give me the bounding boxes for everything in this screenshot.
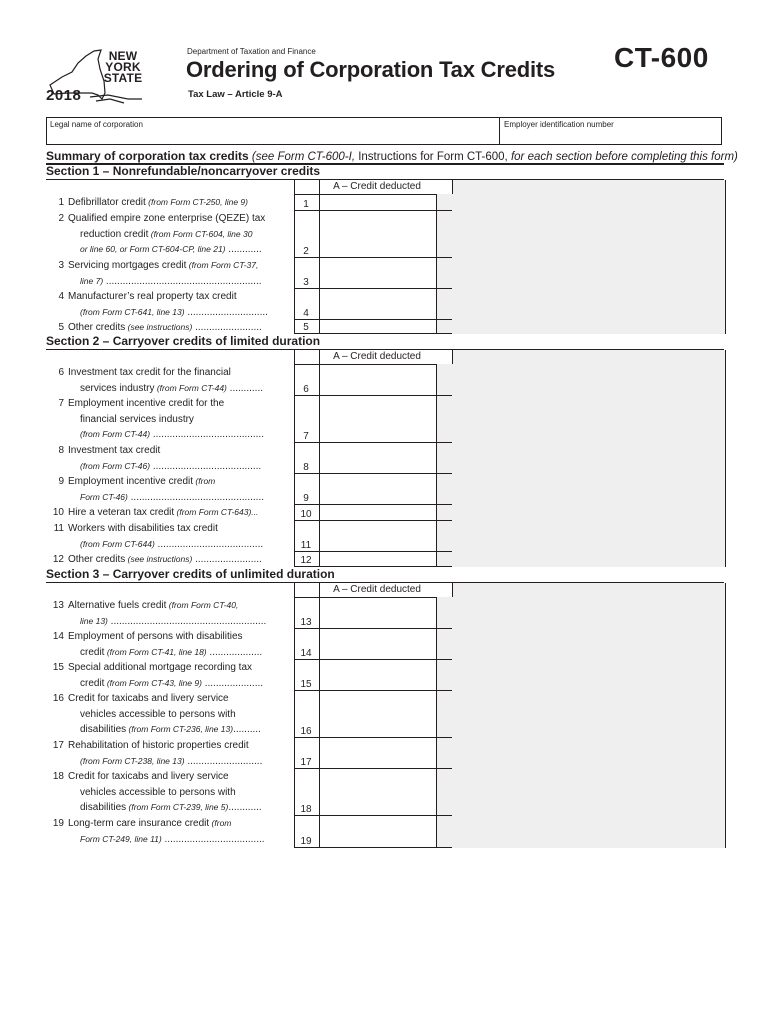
line-description: 11 Workers with disabilities tax credit (from Form CT-644) ...................................... bbox=[53, 523, 264, 550]
tax-law-reference: Tax Law – Article 9-A bbox=[188, 89, 283, 100]
credit-deducted-input-line-7[interactable] bbox=[318, 396, 436, 443]
credit-deducted-input-line-11[interactable] bbox=[318, 521, 436, 552]
shaded-column bbox=[452, 583, 726, 848]
section-title: Section 2 – Carryover credits of limited duration bbox=[46, 334, 321, 348]
column-a-header: A – Credit deducted bbox=[333, 351, 421, 362]
line-description: 17 Rehabilitation of historic properties credit (from Form CT-238, line 13) ........................... bbox=[52, 740, 263, 767]
shaded-column bbox=[452, 350, 726, 567]
identification-box bbox=[46, 117, 722, 145]
line-box-number: 6 bbox=[303, 384, 309, 395]
line-description: 4 Manufacturer’s real property tax credit (from Form CT-641, line 13) ............................. bbox=[58, 291, 268, 318]
ein-field[interactable] bbox=[504, 120, 614, 129]
line-2 bbox=[46, 211, 452, 258]
credit-deducted-input-line-4[interactable] bbox=[318, 289, 436, 320]
shaded-column bbox=[452, 180, 726, 334]
line-14 bbox=[46, 629, 452, 660]
line-description: 2 Qualified empire zone enterprise (QEZE) tax reduction credit (from Form CT-604, line 30 or line 60, or Form CT-604-CP, line 21) ............ bbox=[58, 213, 266, 255]
column-a-header: A – Credit deducted bbox=[333, 584, 421, 595]
logo-wordmark: NEW YORK STATE bbox=[103, 49, 143, 85]
line-description: 3 Servicing mortgages credit (from Form CT-37, line 7) ........................................................ bbox=[58, 260, 262, 287]
line-description: 7 Employment incentive credit for the financial services industry (from Form CT-44) ........................................ bbox=[58, 398, 264, 440]
credit-deducted-input-line-5[interactable] bbox=[318, 320, 436, 334]
line-description: 12 Other credits (see instructions) ........................ bbox=[52, 554, 262, 565]
line-19 bbox=[46, 816, 452, 848]
line-18 bbox=[46, 769, 452, 816]
credit-deducted-input-line-8[interactable] bbox=[318, 443, 436, 474]
line-box-number: 18 bbox=[300, 804, 312, 815]
line-box-number: 11 bbox=[300, 540, 312, 551]
line-7 bbox=[46, 396, 452, 443]
line-description: 16 Credit for taxicabs and livery service vehicles accessible to persons with disabilities (from Form CT-236, line 13).......... bbox=[52, 693, 261, 735]
legal-name-field[interactable] bbox=[50, 120, 143, 129]
credit-deducted-input-line-3[interactable] bbox=[318, 258, 436, 289]
line-box-number: 15 bbox=[300, 679, 312, 690]
line-10 bbox=[46, 505, 452, 521]
line-box-number: 19 bbox=[300, 836, 312, 847]
line-6 bbox=[46, 365, 452, 396]
line-box-number: 7 bbox=[303, 431, 309, 442]
credit-deducted-input-line-1[interactable] bbox=[318, 195, 436, 211]
credit-deducted-input-line-16[interactable] bbox=[318, 691, 436, 738]
line-description: 5 Other credits (see instructions) ........................ bbox=[58, 322, 262, 333]
form-title: Ordering of Corporation Tax Credits bbox=[186, 57, 556, 82]
line-box-number: 10 bbox=[300, 509, 312, 520]
line-box-number: 16 bbox=[300, 726, 312, 737]
line-description: 9 Employment incentive credit (from Form CT-46) ................................................ bbox=[58, 476, 264, 503]
credit-deducted-input-line-17[interactable] bbox=[318, 738, 436, 769]
line-5 bbox=[46, 320, 452, 334]
credit-deducted-input-line-14[interactable] bbox=[318, 629, 436, 660]
line-description: 15 Special additional mortgage recording tax credit (from Form CT-43, line 9) ..................... bbox=[52, 662, 264, 689]
line-box-number: 3 bbox=[303, 277, 309, 288]
line-box-number: 5 bbox=[303, 322, 309, 333]
form-year: 2018 bbox=[46, 87, 82, 104]
line-description: 13 Alternative fuels credit (from Form CT-40, line 13) ........................................................ bbox=[52, 600, 267, 627]
line-box-number: 14 bbox=[300, 648, 312, 659]
line-box-number: 9 bbox=[303, 493, 309, 504]
line-description: 8 Investment tax credit (from Form CT-46) ....................................... bbox=[58, 445, 262, 472]
credit-deducted-input-line-6[interactable] bbox=[318, 365, 436, 396]
line-13 bbox=[46, 598, 452, 629]
line-box-number: 2 bbox=[303, 246, 309, 257]
credit-deducted-input-line-18[interactable] bbox=[318, 769, 436, 816]
line-3 bbox=[46, 258, 452, 289]
line-description: 10 Hire a veteran tax credit (from Form CT-643)... bbox=[52, 507, 259, 518]
credit-deducted-input-line-12[interactable] bbox=[318, 552, 436, 567]
credit-deducted-input-line-19[interactable] bbox=[318, 816, 436, 848]
line-4 bbox=[46, 289, 452, 320]
ein-label: Employer identification number bbox=[504, 120, 614, 129]
section-title: Section 3 – Carryover credits of unlimited duration bbox=[46, 567, 335, 581]
line-description: 14 Employment of persons with disabilities credit (from Form CT-41, line 18) ................... bbox=[52, 631, 263, 658]
line-17 bbox=[46, 738, 452, 769]
line-box-number: 13 bbox=[300, 617, 312, 628]
line-box-number: 1 bbox=[303, 199, 309, 210]
section-title: Section 1 – Nonrefundable/noncarryover credits bbox=[46, 164, 321, 178]
line-box-number: 8 bbox=[303, 462, 309, 473]
line-12 bbox=[46, 552, 452, 567]
credit-deducted-input-line-13[interactable] bbox=[318, 598, 436, 629]
credit-deducted-input-line-10[interactable] bbox=[318, 505, 436, 521]
department-name: Department of Taxation and Finance bbox=[187, 47, 316, 56]
credit-deducted-input-line-2[interactable] bbox=[318, 211, 436, 258]
summary-heading: Summary of corporation tax credits (see Form CT-600-I, Instructions for Form CT-600, for each section before completing this form) bbox=[46, 149, 738, 163]
line-box-number: 17 bbox=[300, 757, 312, 768]
line-11 bbox=[46, 521, 452, 552]
credit-deducted-input-line-15[interactable] bbox=[318, 660, 436, 691]
line-16 bbox=[46, 691, 452, 738]
credit-deducted-input-line-9[interactable] bbox=[318, 474, 436, 505]
line-box-number: 12 bbox=[300, 555, 312, 566]
column-a-header: A – Credit deducted bbox=[333, 181, 421, 192]
legal-name-label: Legal name of corporation bbox=[50, 120, 143, 129]
line-8 bbox=[46, 443, 452, 474]
line-15 bbox=[46, 660, 452, 691]
line-description: 6 Investment tax credit for the financial services industry (from Form CT-44) ............ bbox=[58, 367, 264, 394]
line-9 bbox=[46, 474, 452, 505]
line-description: 18 Credit for taxicabs and livery service vehicles accessible to persons with disabilities (from Form CT-239, line 5)............ bbox=[52, 771, 262, 813]
line-description: 19 Long-term care insurance credit (from Form CT-249, line 11) .................................... bbox=[52, 818, 265, 845]
form-number: CT-600 bbox=[614, 42, 709, 73]
line-box-number: 4 bbox=[303, 308, 309, 319]
line-description: 1 Defibrillator credit (from Form CT-250, line 9) bbox=[58, 197, 248, 208]
line-1 bbox=[46, 195, 452, 211]
